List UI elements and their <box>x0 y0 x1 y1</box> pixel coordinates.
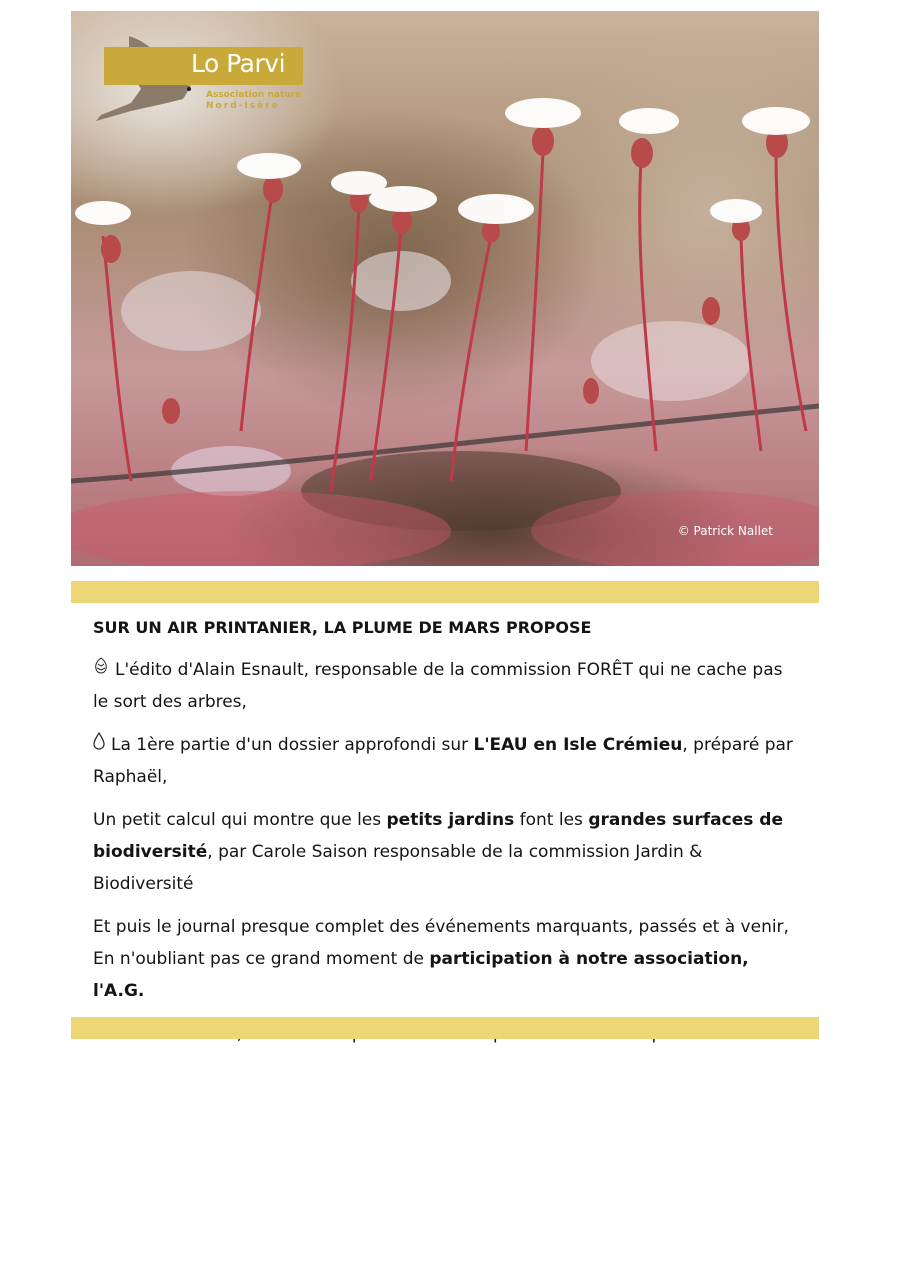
eau-text-end: , préparé par Raphaël, <box>93 735 793 787</box>
logo-tagline: Association nature <box>206 90 302 100</box>
journal-line1: Et puis le journal presque complet des événements marquants, passés et à venir, <box>93 917 789 937</box>
edito-text: L'édito d'Alain Esnault, responsable de la commission FORÊT qui ne cache pas le sort des arbres, <box>93 660 783 712</box>
jardins-bold-petits: petits jardins <box>386 810 515 830</box>
jardins-text-end: , par Carole Saison responsable de la commission Jardin & Biodiversité <box>93 842 703 894</box>
intro-heading: SUR UN AIR PRINTANIER, LA PLUME DE MARS PROPOSE <box>93 618 592 637</box>
paragraph-jardins <box>93 804 798 900</box>
droplet-icon <box>93 729 105 761</box>
saxifrage-flowers-illustration <box>71 11 819 566</box>
journal-line2-start: En n'oubliant pas ce grand moment de <box>93 949 430 969</box>
logo-region: Nord-Isère <box>206 101 280 111</box>
eau-text-bold: L'EAU en Isle Crémieu <box>473 735 683 755</box>
newsletter-intro <box>93 612 798 1061</box>
bottom-divider-bar <box>71 1017 819 1039</box>
hero-photo <box>71 11 819 566</box>
jardins-text-start: Un petit calcul qui montre que les <box>93 810 387 830</box>
paragraph-eau <box>93 729 798 793</box>
jardins-bold-grandes: grandes surfaces de biodiversité <box>93 810 783 862</box>
artichoke-icon <box>93 654 109 686</box>
logo-title: Lo Parvi <box>191 49 286 78</box>
paragraph-journal <box>93 911 798 1007</box>
journal-line2-bold: participation à notre association, l'A.G. <box>93 949 749 1001</box>
jardins-text-middle: font les <box>514 810 589 830</box>
photo-credit: © Patrick Nallet <box>677 524 773 538</box>
eau-text-start: La 1ère partie d'un dossier approfondi sur <box>111 735 474 755</box>
paragraph-edito <box>93 654 798 718</box>
top-divider-bar <box>71 581 819 603</box>
